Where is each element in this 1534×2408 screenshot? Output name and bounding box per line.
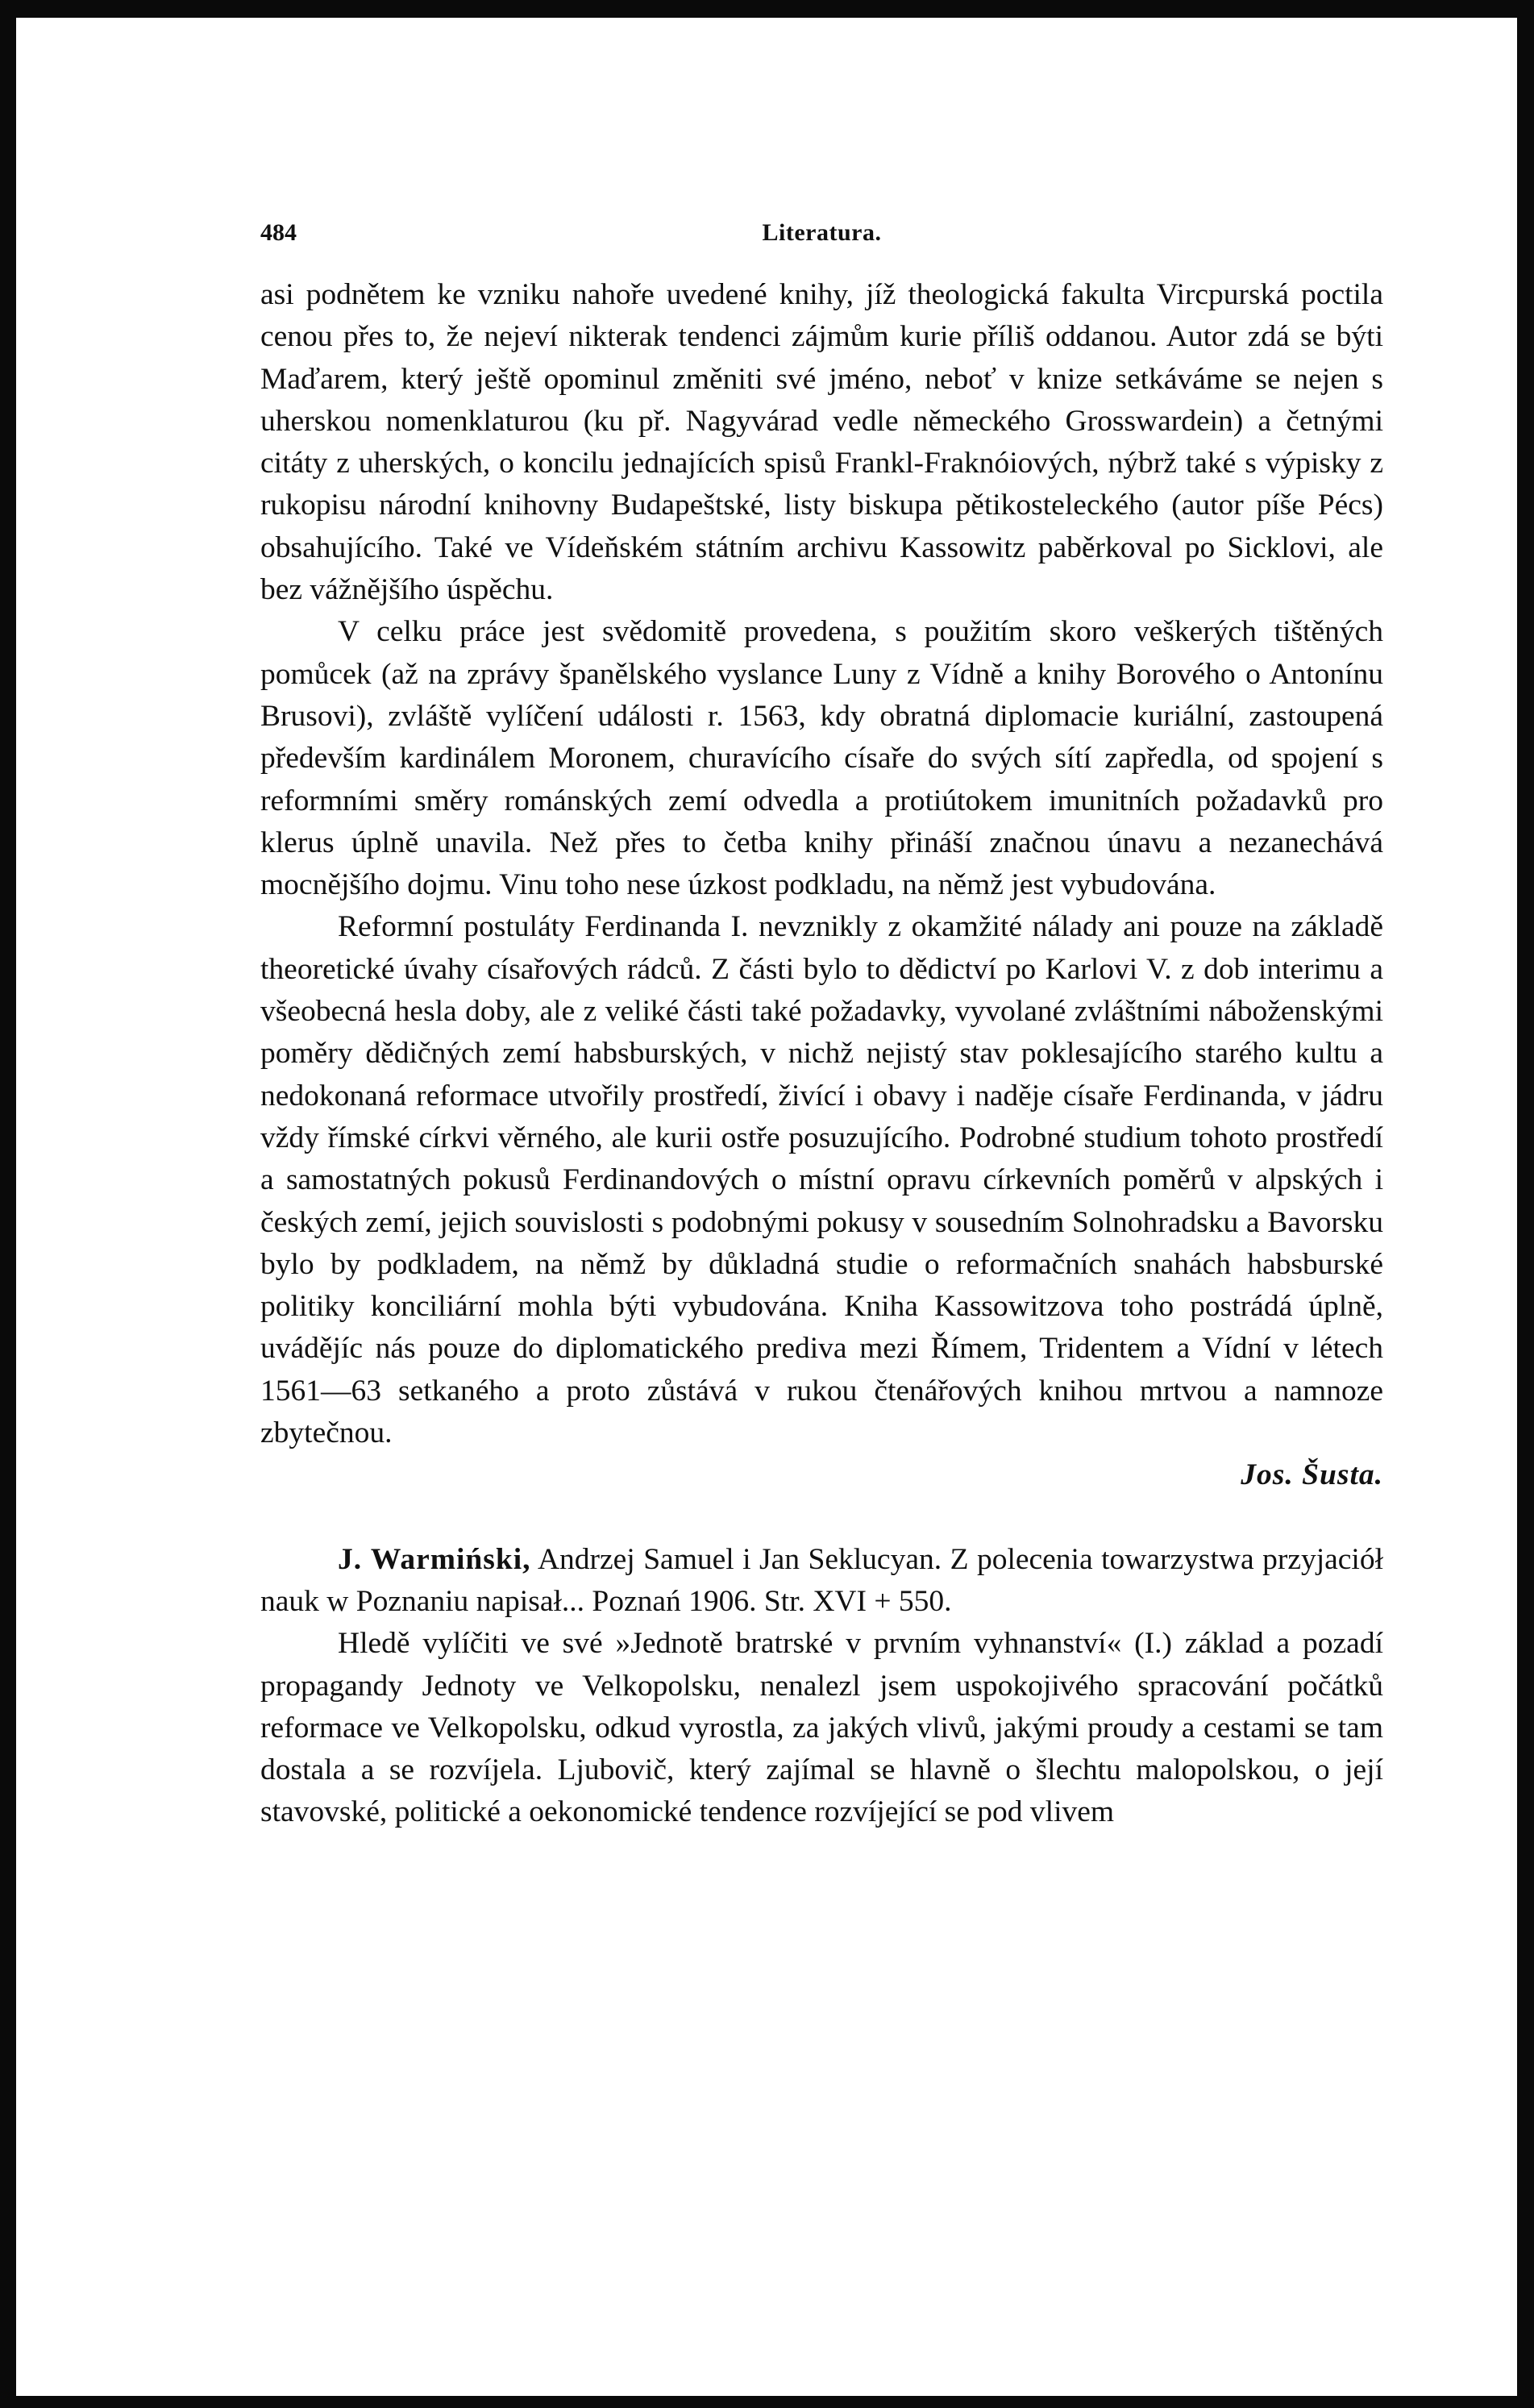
- signature-line: [260, 1454, 1383, 1496]
- page-header: [260, 211, 1383, 252]
- page-number: 484: [260, 219, 297, 246]
- paragraph: V celku práce jest svědomitě provedena, s použitím skoro veškerých tištěných pomůcek (až na zprávy španělského vyslance Luny z Vídně a knihy Borového o Antonínu Brusovi), zvláště vylíčení události r. 1563, kdy obratná diplomacie kuriální, zastoupená především kardinálem Moronem, churavícího císaře do svých sítí zapředla, od spojení s reformními směry románských zemí odvedla a protiútokem imunitních požadavků pro klerus úplně unavila. Než přes to četba knihy přináší značnou únavu a nezanechává mocnějšího dojmu. Vinu toho nese úzkost podkladu, na němž jest vybudována.: [260, 615, 1383, 902]
- review-signature: Jos. Šusta.: [1241, 1458, 1383, 1492]
- body-text: [260, 274, 1383, 1834]
- paragraph: asi podnětem ke vzniku nahoře uvedené knihy, jíž theologická fakulta Vircpurská poctila cenou přes to, že nejeví nikterak tendenci zájmům kurie příliš oddanou. Autor zdá se býti Maďarem, který ještě opominul změniti své jméno, neboť v knize setkáváme se nejen s uherskou nomenklaturou (ku př. Nagyvárad vedle německého Grosswardein) a četnými citáty z uherských, o koncilu jednajících spisů Frankl-Fraknóiových, nýbrž také s výpisky z rukopisu národní knihovny Budapeštské, listy biskupa pětikosteleckého (autor píše Pécs) obsahujícího. Také ve Vídeňském státním archivu Kassowitz paběrkoval po Sicklovi, ale bez vážnějšího úspěchu.: [260, 278, 1383, 607]
- paragraph: Reformní postuláty Ferdinanda I. nevznikly z okamžité nálady ani pouze na základě theoretické úvahy císařových rádců. Z části bylo to dědictví po Karlovi V. z dob interimu a všeobecná hesla doby, ale z veliké části také požadavky, vyvolané zvláštními náboženskými poměry dědičných zemí habsburských, v nichž nejistý stav poklesajícího starého kultu a nedokonaná reformace utvořily prostředí, živící i obavy i naděje císaře Ferdinanda, v jádru vždy římské církvi věrného, ale kurii ostře posuzujícího. Podrobné studium tohoto prostředí a samostatných pokusů Ferdinandových o místní opravu církevních poměrů v alpských i českých zemí, jejich souvislosti s podobnými pokusy v sousedním Solnohradsku a Bavorsku bylo by podkladem, na němž by důkladná studie o reformačních snahách habsburské politiky konciliární mohla býti vybudována. Kniha Kassowitzova toho postrádá úplně, uvádějíc nás pouze do diplomatického prediva mezi Římem, Tridentem a Vídní v létech 1561—63 setkaného a proto zůstává v rukou čtenářových knihou mrtvou a namnoze zbytečnou.: [260, 910, 1383, 1450]
- review-author: J. Warmiński,: [338, 1542, 531, 1576]
- review-title: Andrzej Samuel i Jan Seklucyan. Z polecenia towarzystwa przyjaciół nauk w Poznaniu napisał... Poznań 1906. Str. XVI + 550.: [260, 1542, 1384, 1618]
- paragraph: Hledě vylíčiti ve své »Jednotě bratrské v prvním vyhnanství« (I.) základ a pozadí propagandy Jednoty ve Velkopolsku, nenalezl jsem uspokojivého spracování počátků reformace ve Velkopolsku, odkud vyrostla, za jakých vlivů, jakými proudy a cestami se tam dostala a se rozvíjela. Ljubovič, který zajímal se hlavně o šlechtu malopolskou, o její stavovské, politické a oekonomické tendence rozvíjející se pod vlivem: [260, 1627, 1383, 1829]
- review-heading: [260, 1539, 1383, 1624]
- running-head: Literatura.: [762, 219, 882, 246]
